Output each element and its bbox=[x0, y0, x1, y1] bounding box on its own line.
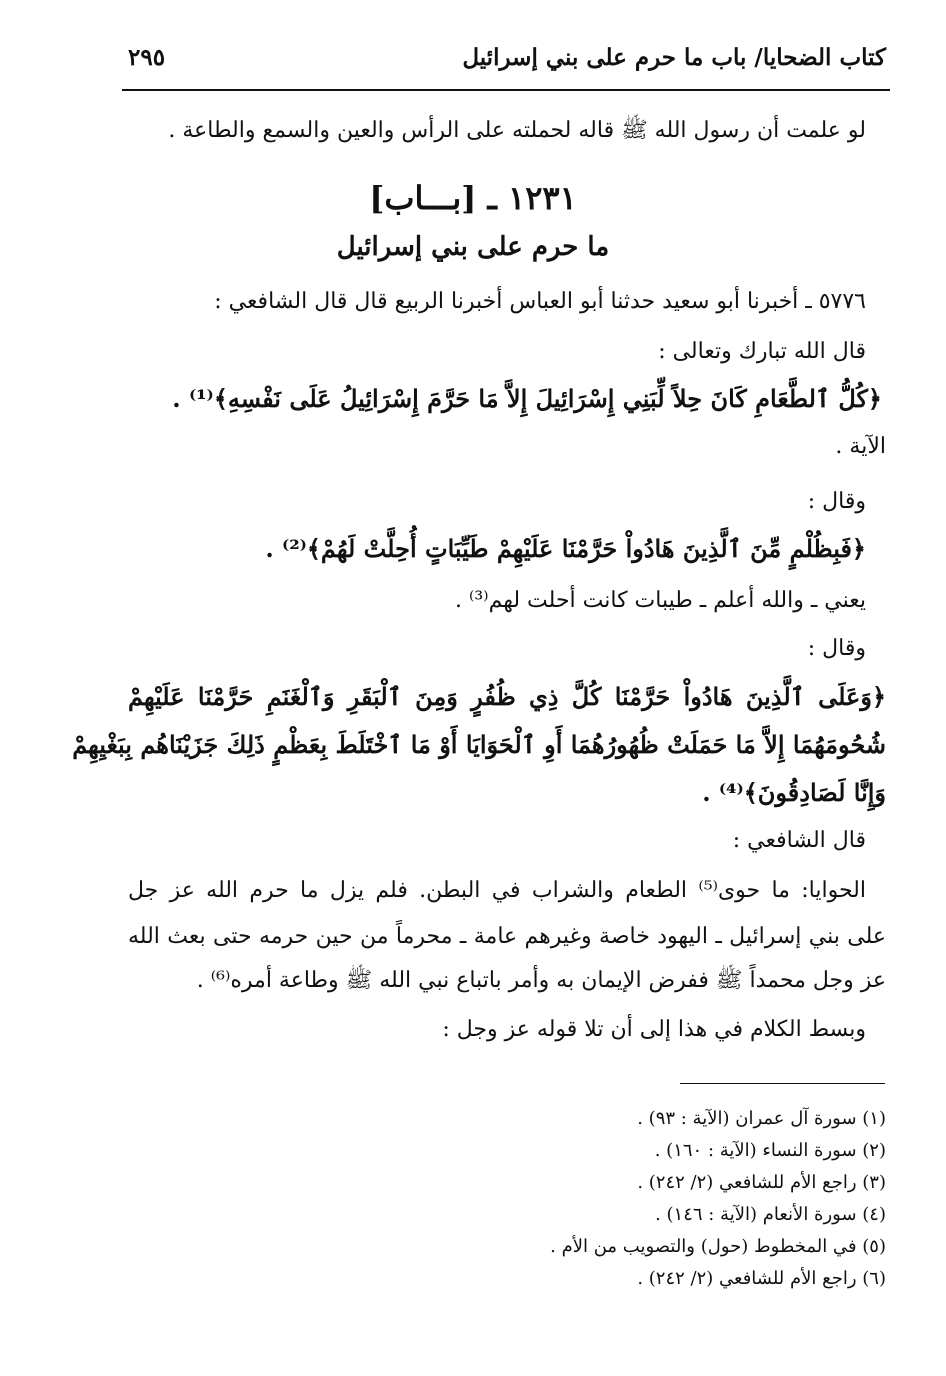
verse-3-line-2: شُحُومَهُمَا إِلاَّ مَا حَمَلَتْ ظُهُورُهُمَا أَوِ ٱلْحَوَايَا أَوْ مَا ٱخْتَلَطَ بِعَظْمٍ ذَلِكَ جَزَيْنَاهُم بِبَغْيِهِمْ bbox=[72, 730, 886, 759]
hawaya-line-1: الحوايا: ما حوى⁽⁵⁾ الطعام والشراب في البطن. فلم يزل ما حرم الله عز جل bbox=[128, 878, 866, 903]
footnote-separator bbox=[680, 1083, 885, 1084]
hawaya-line-3: عز وجل محمداً ﷺ ففرض الإيمان به وأمر باتباع نبي الله ﷺ وطاعة أمره⁽⁶⁾ . bbox=[196, 968, 886, 993]
footnote-6: (٦) راجع الأم للشافعي (٢/ ٢٤٢) . bbox=[637, 1268, 886, 1289]
yani-line: يعني ـ والله أعلم ـ طيبات كانت أحلت لهم⁽³⁾ . bbox=[454, 588, 866, 613]
footnote-4: (٤) سورة الأنعام (الآية : ١٤٦) . bbox=[655, 1204, 886, 1225]
qala-shafii: قال الشافعي : bbox=[732, 828, 866, 853]
verse-1: ﴿كُلُّ ٱلطَّعَامِ كَانَ حِلاً لِّبَنِي إِسْرَائِيلَ إِلاَّ مَا حَرَّمَ إِسْرَائِيلُ عَلَى نَفْسِهِ﴾⁽¹⁾ . bbox=[172, 384, 882, 413]
hawaya-line-2: على بني إسرائيل ـ اليهود خاصة وغيرهم عامة ـ محرماً من حين حرمه حتى بعث الله bbox=[128, 924, 886, 949]
bab-heading: ١٢٣١ ـ [بـــاب] bbox=[369, 179, 577, 217]
footnote-3: (٣) راجع الأم للشافعي (٢/ ٢٤٢) . bbox=[637, 1172, 886, 1193]
hadith-intro: ٥٧٧٦ ـ أخبرنا أبو سعيد حدثنا أبو العباس أخبرنا الربيع قال قال الشافعي : bbox=[214, 289, 866, 314]
opening-line: لو علمت أن رسول الله ﷺ قاله لحملته على الرأس والعين والسمع والطاعة . bbox=[168, 118, 866, 143]
verse-3-line-3: وَإِنَّا لَصَادِقُونَ﴾⁽⁴⁾ . bbox=[702, 778, 886, 807]
qala-allah: قال الله تبارك وتعالى : bbox=[658, 339, 866, 364]
wabast-line: وبسط الكلام في هذا إلى أن تلا قوله عز وجل : bbox=[442, 1017, 866, 1042]
bab-title: ما حرم على بني إسرائيل bbox=[336, 232, 610, 262]
verse-3-line-1: ﴿وَعَلَى ٱلَّذِينَ هَادُواْ حَرَّمْنَا كُلَّ ذِي ظُفُرٍ وَمِنَ ٱلْبَقَرِ وَٱلْغَنَمِ حَرَّمْنَا عَلَيْهِمْ bbox=[128, 682, 886, 711]
header-rule bbox=[122, 89, 890, 91]
running-header-title: كتاب الضحايا/ باب ما حرم على بني إسرائيل bbox=[462, 44, 886, 71]
al-aya: الآية . bbox=[835, 434, 886, 459]
verse-2: ﴿فَبِظُلْمٍ مِّنَ ٱلَّذِينَ هَادُواْ حَرَّمْنَا عَلَيْهِمْ طَيِّبَاتٍ أُحِلَّتْ لَهُمْ﴾⁽²⁾ . bbox=[265, 534, 866, 563]
page-number: ٢٩٥ bbox=[128, 44, 166, 71]
waqala-1: وقال : bbox=[807, 489, 866, 514]
waqala-2: وقال : bbox=[807, 636, 866, 661]
footnote-1: (١) سورة آل عمران (الآية : ٩٣) . bbox=[637, 1108, 886, 1129]
footnote-2: (٢) سورة النساء (الآية : ١٦٠) . bbox=[654, 1140, 886, 1161]
footnote-5: (٥) في المخطوط (حول) والتصويب من الأم . bbox=[550, 1236, 886, 1257]
